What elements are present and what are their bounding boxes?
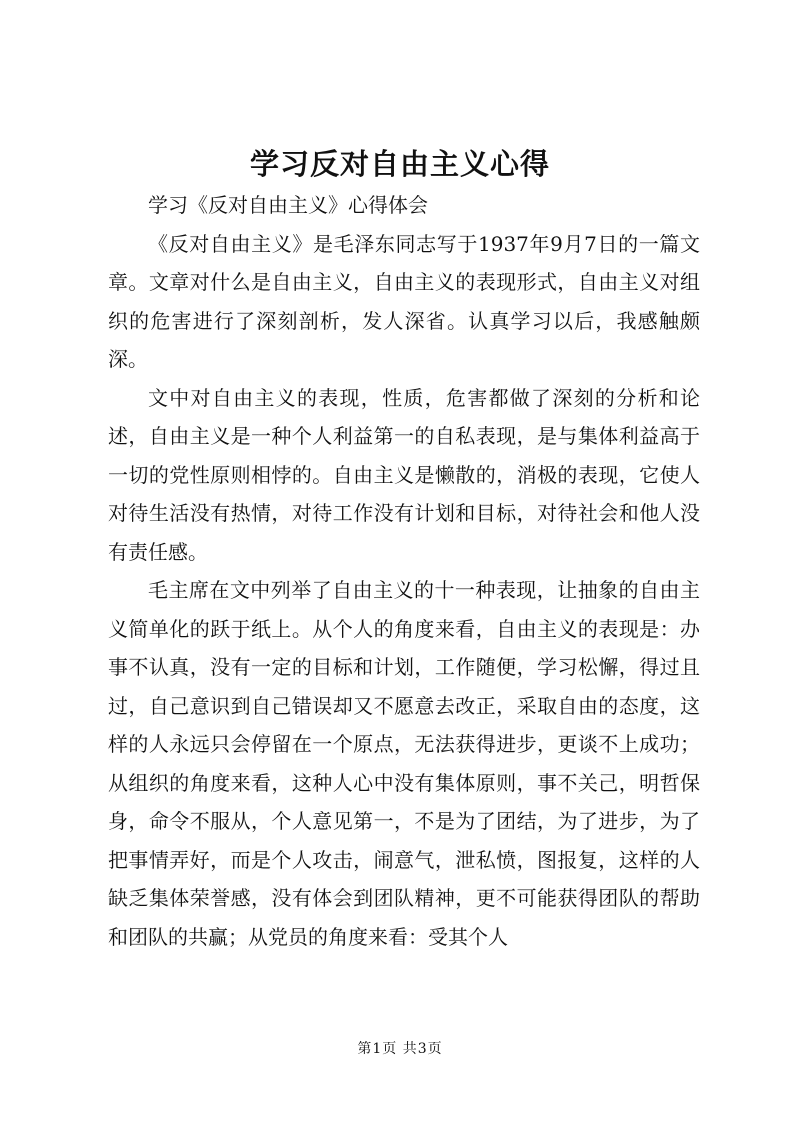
- document-body: [108, 186, 700, 956]
- body-paragraph: 《反对自由主义》是毛泽东同志写于1937年9月7日的一篇文章。文章对什么是自由主义，自由主义的表现形式，自由主义对组织的危害进行了深刻剖析，发人深省。认真学习以后，我感触颇深。: [108, 231, 700, 371]
- page-number-footer: 第1页 共3页: [357, 1041, 443, 1057]
- body-paragraph: 文中对自由主义的表现，性质，危害都做了深刻的分析和论述，自由主义是一种个人利益第一的自私表现，是与集体利益高于一切的党性原则相悖的。自由主义是懒散的，消极的表现，它使人对待生活没有热情，对待工作没有计划和目标，对待社会和他人没有责任感。: [108, 385, 700, 564]
- document-title: 学习反对自由主义心得: [249, 147, 550, 181]
- subtitle-paragraph: 学习《反对自由主义》心得体会: [148, 193, 428, 217]
- body-paragraph: 毛主席在文中列举了自由主义的十一种表现，让抽象的自由主义简单化的跃于纸上。从个人的角度来看，自由主义的表现是：办事不认真，没有一定的目标和计划，工作随便，学习松懈，得过且过，自己意识到自己错误却又不愿意去改正，采取自由的态度，这样的人永远只会停留在一个原点，无法获得进步，更谈不上成功；从组织的角度来看，这种人心中没有集体原则，事不关己，明哲保身，命令不服从，个人意见第一，不是为了团结，为了进步，为了把事情弄好，而是个人攻击，闹意气，泄私愤，图报复，这样的人缺乏集体荣誉感，没有体会到团队精神，更不可能获得团队的帮助和团队的共赢；从党员的角度来看：受其个人: [108, 578, 700, 949]
